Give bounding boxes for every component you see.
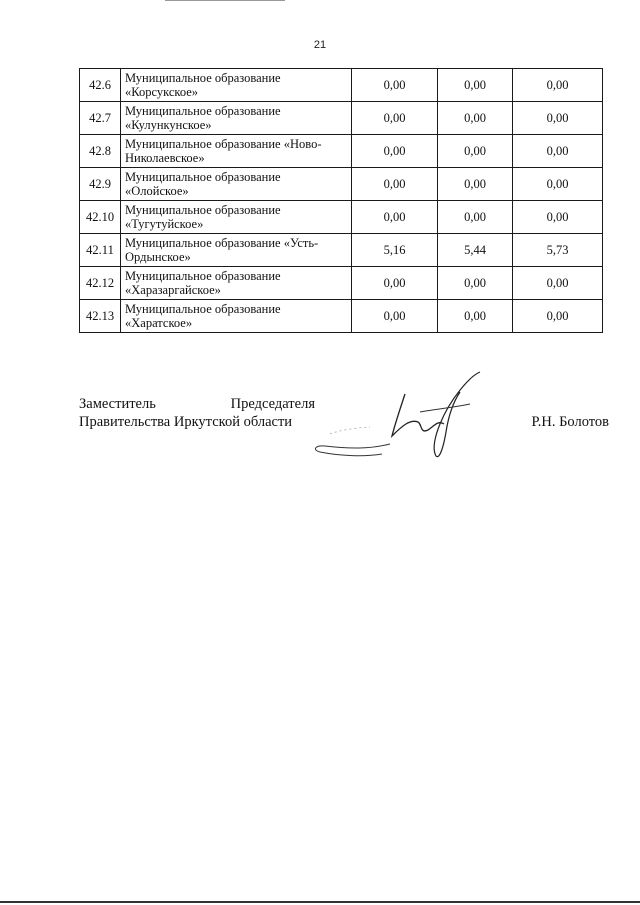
value-cell-2: 0,00 [438,135,513,168]
value-cell-2: 0,00 [438,300,513,333]
value-cell-2: 0,00 [438,69,513,102]
value-cell-1: 0,00 [352,102,438,135]
row-number-cell: 42.8 [80,135,121,168]
value-cell-2: 0,00 [438,102,513,135]
value-cell-3: 5,73 [513,234,603,267]
row-number-cell: 42.12 [80,267,121,300]
value-cell-3: 0,00 [513,300,603,333]
table-row [80,168,603,201]
value-cell-2: 5,44 [438,234,513,267]
value-cell-1: 0,00 [352,69,438,102]
value-cell-1: 0,00 [352,201,438,234]
value-cell-1: 5,16 [352,234,438,267]
row-name-cell: Муниципальное образование «Олойское» [121,168,352,201]
row-name-cell: Муниципальное образование «Корсукское» [121,69,352,102]
value-cell-3: 0,00 [513,102,603,135]
handwritten-signature [310,364,500,464]
value-cell-1: 0,00 [352,135,438,168]
row-number-cell: 42.7 [80,102,121,135]
table-row [80,267,603,300]
value-cell-3: 0,00 [513,267,603,300]
row-number-cell: 42.9 [80,168,121,201]
budget-table [79,68,603,333]
scan-artifact-line [165,0,285,1]
table-row [80,201,603,234]
table-row [80,69,603,102]
value-cell-1: 0,00 [352,300,438,333]
row-number-cell: 42.11 [80,234,121,267]
value-cell-3: 0,00 [513,135,603,168]
scan-bottom-edge [0,901,640,903]
row-name-cell: Муниципальное образование «Ново-Николаевское» [121,135,352,168]
value-cell-3: 0,00 [513,168,603,201]
row-number-cell: 42.10 [80,201,121,234]
signer-title-line2: Правительства Иркутской области [79,414,293,430]
signer-name: Р.Н. Болотов [531,414,609,430]
signer-title-line1 [79,396,315,413]
row-number-cell: 42.13 [80,300,121,333]
table-row [80,135,603,168]
value-cell-3: 0,00 [513,69,603,102]
row-name-cell: Муниципальное образование «Харазаргайское» [121,267,352,300]
table-row [80,234,603,267]
row-name-cell: Муниципальное образование «Харатское» [121,300,352,333]
row-name-cell: Муниципальное образование «Тугутуйское» [121,201,352,234]
row-number-cell: 42.6 [80,69,121,102]
table-row [80,300,603,333]
value-cell-2: 0,00 [438,201,513,234]
page-number: 21 [313,39,327,51]
table-row [80,102,603,135]
value-cell-3: 0,00 [513,201,603,234]
signer-title-word2: Председателя [230,396,315,412]
value-cell-2: 0,00 [438,267,513,300]
value-cell-2: 0,00 [438,168,513,201]
row-name-cell: Муниципальное образование «Усть-Ордынское» [121,234,352,267]
value-cell-1: 0,00 [352,168,438,201]
value-cell-1: 0,00 [352,267,438,300]
signer-title-word1: Заместитель [79,396,156,412]
row-name-cell: Муниципальное образование «Кулункунское» [121,102,352,135]
